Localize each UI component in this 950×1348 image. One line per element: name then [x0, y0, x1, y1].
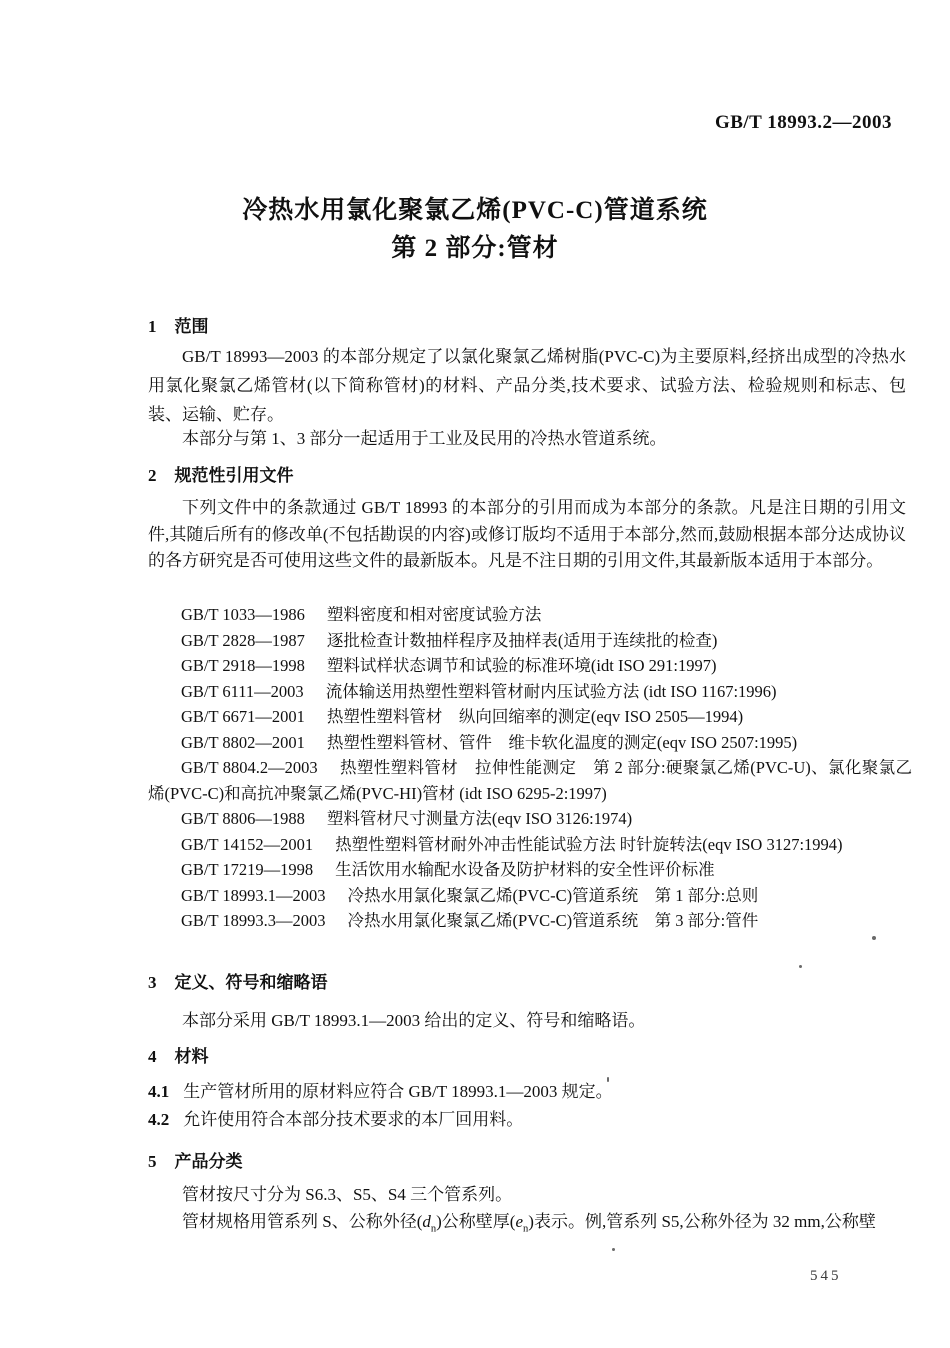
page-number: 545	[810, 1268, 842, 1284]
reference-item	[148, 883, 912, 909]
reference-item	[148, 806, 912, 832]
section-4-number: 4	[148, 1047, 157, 1066]
reference-code: GB/T 18993.3—2003	[181, 911, 326, 930]
reference-item	[148, 755, 912, 806]
reference-item	[148, 704, 912, 730]
reference-title: 生活饮用水输配水设备及防护材料的安全性评价标准	[335, 860, 715, 879]
title-line-1: 冷热水用氯化聚氯乙烯(PVC-C)管道系统	[242, 197, 708, 224]
reference-code: GB/T 17219—1998	[181, 860, 314, 879]
section-4-heading	[148, 1042, 908, 1067]
reference-code: GB/T 14152—2001	[181, 834, 314, 854]
section-1-title: 范围	[174, 317, 209, 336]
scan-speck	[799, 965, 802, 968]
reference-title: 逐批检查计数抽样程序及抽样表(适用于连续批的检查)	[326, 630, 718, 650]
classification-paragraph-2: 管材规格用管系列 S、公称外径$(d_n)$公称壁厚$(e_n)$表示。例,管系列 S5,公称外径为 32 mm,公称壁	[182, 1212, 876, 1235]
reference-code: GB/T 8804.2—2003	[181, 758, 318, 777]
reference-item	[148, 832, 912, 858]
clause-4-2-text: 允许使用符合本部分技术要求的本厂回用料。	[183, 1110, 524, 1129]
section-1-number: 1	[148, 317, 157, 336]
reference-item	[148, 602, 912, 628]
reference-title: 热塑性塑料管材、管件 维卡软化温度的测定(eqv ISO 2507:1995)	[326, 732, 798, 752]
scan-speck	[612, 1248, 615, 1251]
section-5-heading	[148, 1147, 908, 1172]
reference-item	[148, 653, 912, 679]
clause-4-2-number: 4.2	[148, 1110, 170, 1129]
reference-title: 冷热水用氯化聚氯乙烯(PVC-C)管道系统 第 3 部分:管件	[347, 911, 759, 930]
reference-code: GB/T 8802—2001	[181, 732, 305, 752]
reference-item	[148, 628, 912, 654]
classification-paragraph-1: 管材按尺寸分为 S6.3、S5、S4 三个管系列。	[182, 1185, 513, 1204]
reference-item	[148, 679, 912, 705]
reference-code: GB/T 1033—1986	[181, 605, 305, 624]
section-4-title: 材料	[174, 1047, 209, 1066]
reference-title: 热塑性塑料管材 拉伸性能测定 第 2 部分:硬聚氯乙烯(PVC-U)、氯化聚氯乙烯(PVC-C)和高抗冲聚氯乙烯(PVC-HI)管材 (idt ISO 6295-2:1997)	[148, 758, 912, 803]
reference-item	[148, 908, 912, 934]
references-intro: 下列文件中的条款通过 GB/T 18993 的本部分的引用而成为本部分的条款。凡是注日期的引用文件,其随后所有的修改单(不包括勘误的内容)或修订版均不适用于本部分,然而,鼓励根据本部分达成协议的各方研究是否可使用这些文件的最新版本。凡是不注日期的引用文件,其最新版本适用于本部分。	[148, 498, 906, 570]
scope-paragraph-2: 本部分与第 1、3 部分一起适用于工业及民用的冷热水管道系统。	[182, 429, 667, 448]
section-2-title: 规范性引用文件	[174, 466, 294, 485]
reference-title: 塑料试样状态调节和试验的标准环境(idt ISO 291:1997)	[326, 656, 717, 675]
reference-code: GB/T 6671—2001	[181, 707, 305, 726]
reference-code: GB/T 6111—2003	[181, 681, 304, 701]
clause-4-1-text: 生产管材所用的原材料应符合 GB/T 18993.1—2003 规定。	[183, 1082, 613, 1101]
reference-code: GB/T 8806—1988	[181, 809, 305, 828]
reference-code: GB/T 2918—1998	[181, 656, 305, 675]
section-2-number: 2	[148, 466, 157, 485]
clause-4-2	[148, 1107, 906, 1133]
document-title	[0, 192, 950, 268]
section-5-number: 5	[148, 1152, 157, 1171]
reference-title: 热塑性塑料管材耐外冲击性能试验方法 时针旋转法(eqv ISO 3127:1994)	[335, 834, 843, 854]
section-3-title: 定义、符号和缩略语	[174, 973, 328, 992]
clause-4-1	[148, 1079, 906, 1105]
reference-title: 流体输送用热塑性塑料管材耐内压试验方法 (idt ISO 1167:1996)	[325, 681, 777, 701]
terms-paragraph: 本部分采用 GB/T 18993.1—2003 给出的定义、符号和缩略语。	[182, 1011, 646, 1030]
reference-item	[148, 730, 912, 756]
reference-code: GB/T 18993.1—2003	[181, 885, 326, 905]
section-5-title: 产品分类	[174, 1152, 243, 1171]
reference-code: GB/T 2828—1987	[181, 630, 305, 650]
reference-title: 热塑性塑料管材 纵向回缩率的测定(eqv ISO 2505—1994)	[326, 707, 744, 726]
scan-speck	[872, 936, 876, 940]
section-1-heading	[148, 312, 908, 337]
section-3-heading	[148, 968, 908, 993]
scope-paragraph-1: GB/T 18993—2003 的本部分规定了以氯化聚氯乙烯树脂(PVC-C)为主要原料,经挤出成型的冷热水用氯化聚氯乙烯管材(以下简称管材)的材料、产品分类,技术要求、试验方法、检验规则和标志、包装、运输、贮存。	[148, 347, 906, 424]
reference-title: 塑料管材尺寸测量方法(eqv ISO 3126:1974)	[326, 809, 633, 828]
reference-title: 冷热水用氯化聚氯乙烯(PVC-C)管道系统 第 1 部分:总则	[347, 885, 759, 905]
references-list	[148, 602, 912, 934]
reference-title: 塑料密度和相对密度试验方法	[326, 605, 542, 624]
section-3-number: 3	[148, 973, 157, 992]
reference-item	[148, 857, 912, 883]
scan-speck	[607, 1077, 609, 1082]
section-2-heading	[148, 461, 908, 486]
clause-4-1-number: 4.1	[148, 1082, 170, 1101]
standard-number: GB/T 18993.2—2003	[714, 112, 892, 133]
title-line-2: 第 2 部分:管材	[391, 235, 559, 262]
